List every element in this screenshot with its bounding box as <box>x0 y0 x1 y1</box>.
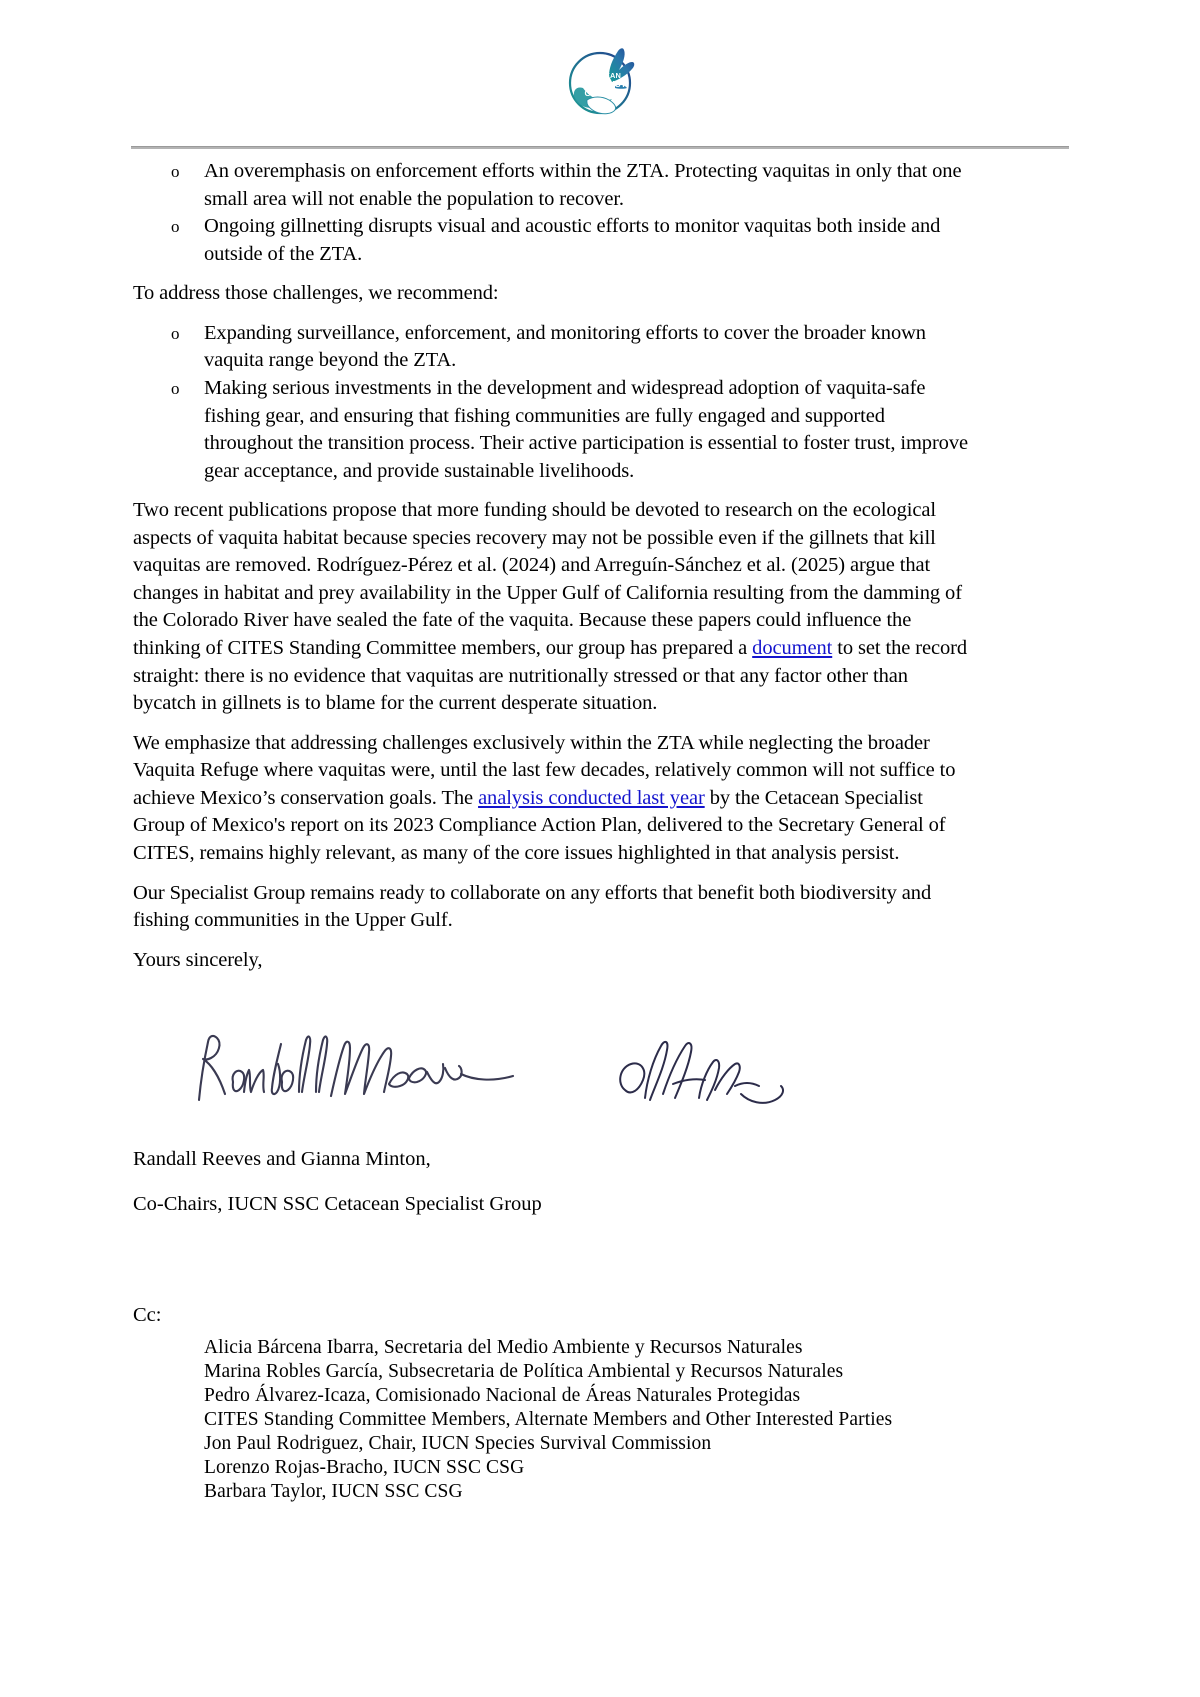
bullet-marker-icon: o <box>171 162 180 181</box>
list-item-text: Ongoing gillnetting disrupts visual and acoustic efforts to monitor vaquitas both inside and outside of the ZTA. <box>204 215 941 265</box>
list-item-text: Making serious investments in the development and widespread adoption of vaquita-safe fishing gear, and ensuring that fishing communities are fully engaged and supported throughout the transition process. Their active participation is essential to foster trust, improve gear acceptance, and provide sustainable livelihoods. <box>204 376 968 482</box>
paragraph-emphasize-text-part1: We emphasize that addressing challenges exclusively within the ZTA while neglecting the broader Vaquita Refuge where vaquitas were, until the last few decades, relatively common will not suffice to achieve Mexico’s conservation goals. The <box>133 731 956 809</box>
cc-recipient: Pedro Álvarez-Icaza, Comisionado Nacional de Áreas Naturales Protegidas <box>204 1384 801 1406</box>
list-item <box>133 375 974 485</box>
cc-recipients-list <box>133 1336 974 1504</box>
cc-recipient: Barbara Taylor, IUCN SSC CSG <box>204 1480 463 1502</box>
cc-recipient: CITES Standing Committee Members, Alternate Members and Other Interested Parties <box>204 1408 893 1430</box>
document-link[interactable]: document <box>752 637 833 659</box>
cc-recipient: Lorenzo Rojas-Bracho, IUCN SSC CSG <box>204 1456 525 1478</box>
cetacean-specialist-group-logo <box>557 38 643 124</box>
recommend-intro: To address those challenges, we recommend: <box>133 282 499 305</box>
page-header <box>0 0 1200 124</box>
paragraph-publications-text-part2: to set the record straight: there is no evidence that vaquitas are nutritionally stressed or that any factor other than bycatch in gillnets is to blame for the current desperate situation. <box>133 637 968 715</box>
closing-salutation: Yours sincerely, <box>133 948 263 971</box>
bullet-marker-icon: o <box>171 378 180 398</box>
header-divider <box>131 146 1069 149</box>
list-item <box>133 213 974 268</box>
paragraph-emphasize <box>133 730 974 868</box>
signers-names: Randall Reeves and Gianna Minton, <box>133 1148 431 1171</box>
cc-recipient: Jon Paul Rodriguez, Chair, IUCN Species Survival Commission <box>204 1432 712 1454</box>
analysis-link[interactable]: analysis conducted last year <box>478 786 705 809</box>
challenges-list <box>133 158 974 268</box>
bullet-marker-icon: o <box>171 217 180 237</box>
recommendations-list <box>133 320 974 485</box>
logo-text-line1: CETACEAN <box>578 71 622 80</box>
cc-recipient: Alicia Bárcena Ibarra, Secretaria del Medio Ambiente y Recursos Naturales <box>204 1336 803 1358</box>
list-item-text: Expanding surveillance, enforcement, and monitoring efforts to cover the broader known vaquita range beyond the ZTA. <box>204 321 926 372</box>
paragraph-publications <box>133 497 974 718</box>
cc-label: Cc: <box>133 1304 162 1327</box>
paragraph-emphasize-text-part2: by the Cetacean Specialist Group of Mexico's report on its 2023 Compliance Action Plan, delivered to the Secretary General of CITES, remains highly relevant, as many of the core issues highlighted in that analysis persist. <box>133 786 946 864</box>
signature-area <box>133 990 974 1142</box>
signature-randall-reeves <box>181 1008 521 1128</box>
list-item-text: An overemphasis on enforcement efforts within the ZTA. Protecting vaquitas in only that one small area will not enable the population to recover. <box>204 160 962 210</box>
letter-body <box>133 158 974 1504</box>
signature-gianna-minton <box>603 1028 803 1128</box>
paragraph-collaborate: Our Specialist Group remains ready to collaborate on any efforts that benefit both biodiversity and fishing communities in the Upper Gulf. <box>133 881 932 932</box>
logo-text-line2: SPECIALIST <box>573 79 627 89</box>
cc-recipient: Marina Robles García, Subsecretaria de Política Ambiental y Recursos Naturales <box>204 1360 844 1382</box>
logo-text-line3: GROUP <box>584 89 616 98</box>
paragraph-publications-text-part1: Two recent publications propose that more funding should be devoted to research on the ecological aspects of vaquita habitat because species recovery may not be possible even if the gillnets that kill vaquitas are removed. Rodríguez-Pérez et al. (2024) and Arreguín-Sánchez et al. (2025) argue that changes in habitat and prey availability in the Upper Gulf of California resulting from the damming of the Colorado River have sealed the fate of the vaquita. Because these papers could influence the thinking of CITES Standing Committee members, our group has prepared a <box>133 499 962 659</box>
list-item <box>133 320 974 375</box>
bullet-marker-icon: o <box>171 323 180 343</box>
list-item <box>133 158 974 213</box>
signers-title: Co-Chairs, IUCN SSC Cetacean Specialist Group <box>133 1192 542 1215</box>
handwritten-signature-icon <box>181 1008 521 1128</box>
logo-icon <box>557 38 643 124</box>
handwritten-signature-icon <box>603 1028 803 1128</box>
